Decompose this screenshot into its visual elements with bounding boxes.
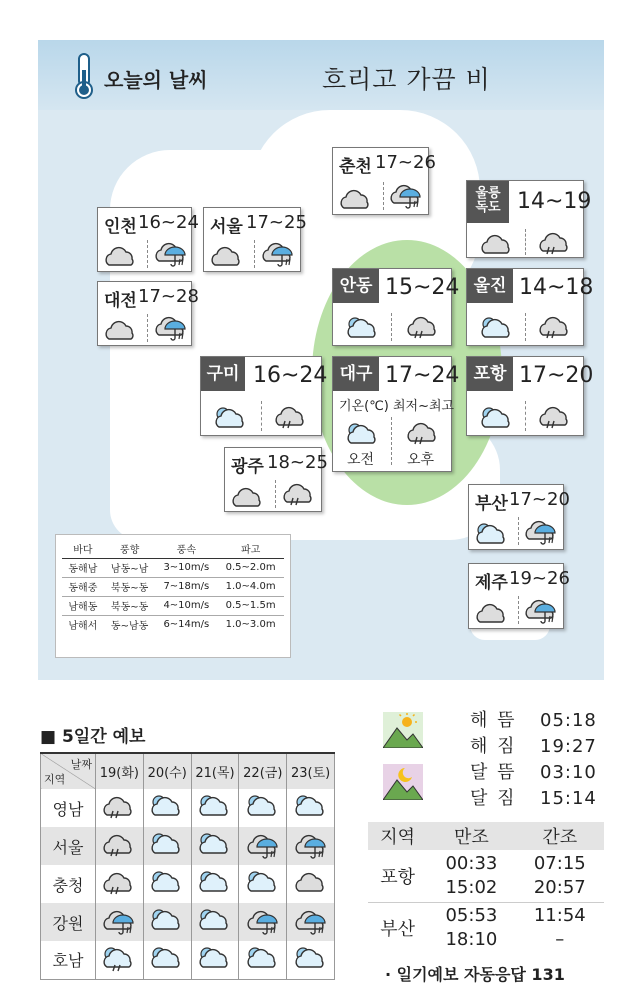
cloud-rain-icon [96,865,144,903]
moonset-label: 달 짐 [470,788,517,809]
sunrise-label: 해 뜸 [470,710,517,731]
forecast-row [41,941,335,979]
forecast-title: ■ 5일간 예보 [40,727,146,747]
moonrise-icon [383,764,423,804]
city-temp: 17~25 [246,212,307,233]
rain-umbrella-icon [287,903,335,941]
partly-cloudy-icon [191,903,239,941]
partly-cloudy-icon [239,865,287,903]
cloud-icon [230,482,266,512]
day-header: 19(화) [96,753,144,789]
divider [518,596,519,624]
city-name-badge: 대구 [333,357,379,391]
forecast-table-wrap [40,752,335,980]
divider [147,314,148,342]
cloud-rain-icon [405,417,441,447]
rain-umbrella-icon [260,237,296,267]
cloud-icon [103,241,139,271]
partly-cloudy-icon [143,903,191,941]
cloud-rain-icon [96,789,144,827]
city-card-jeju [468,563,570,629]
city-name-badge: 울진 [467,269,513,303]
partly-cloudy-icon [479,313,515,343]
city-card-busan [468,484,570,550]
cloud-icon [338,184,374,214]
weather-condition: 흐리고 가끔 비 [322,65,491,94]
sea-header: 파고 [217,539,284,558]
city-name-badge: 울릉독도 [467,181,509,223]
partly-cloudy-icon [239,789,287,827]
city-temp: 16~24 [138,212,199,233]
day-header: 22(금) [239,753,287,789]
moonrise-label: 달 뜸 [470,762,517,783]
region-label: 강원 [41,903,96,941]
forecast-corner-cell [41,753,96,789]
rain-umbrella-icon [239,827,287,865]
city-temp: 17~28 [138,286,199,307]
day-header: 20(수) [143,753,191,789]
legend-pm-label: 오후 [407,452,435,468]
city-name: 대전 [104,291,137,311]
city-card-incheon [97,207,199,272]
partly-cloudy-icon [287,941,335,979]
tide-header: 간조 [542,827,578,848]
tide-header: 지역 [380,827,416,848]
city-temp: 17~20 [509,489,570,510]
partly-cloudy-icon [143,941,191,979]
forecast-table [40,752,335,980]
cloud-icon [474,598,510,628]
cloud-icon [103,315,139,345]
tide-table [368,822,604,954]
city-name-badge: 안동 [333,269,379,303]
city-name-badge: 구미 [201,357,245,391]
legend-am-label: 오전 [347,452,375,468]
legend-temp-label: 기온(℃) 최저~최고 [339,399,455,414]
divider [525,229,526,255]
moonset-time: 15:14 [540,788,597,809]
sea-row: 동해중 북동~동 7~18m/s 1.0~4.0m [62,577,284,596]
city-card-daegu [332,356,460,472]
city-name: 서울 [210,217,243,237]
city-temp: 17~24 [385,363,460,388]
rain-umbrella-icon [287,827,335,865]
city-name: 제주 [475,573,508,593]
city-temp: 16~24 [253,363,328,388]
rain-umbrella-icon [96,903,144,941]
corner-date-label: 날짜 [70,758,92,771]
divider [147,240,148,268]
city-card-ulleung [466,180,592,258]
rain-umbrella-icon [239,903,287,941]
partly-cloudy-icon [287,789,335,827]
partly-cloudy-icon [191,827,239,865]
cloud-rain-icon [537,401,573,431]
divider [391,313,392,341]
city-card-andong [332,268,460,346]
cloud-rain-icon [273,401,309,431]
footer-note: · 일기예보 자동응답 131 [385,965,565,984]
partly-cloudy-icon [191,865,239,903]
sunrise-time: 05:18 [540,710,597,731]
moonrise-time: 03:10 [540,762,597,783]
cloud-rain-icon [537,227,573,257]
partly-cloudy-icon [239,941,287,979]
partly-cloudy-icon [143,789,191,827]
divider [254,240,255,268]
partly-cloudy-icon [143,865,191,903]
rain-umbrella-icon [523,515,559,545]
divider [391,417,392,465]
divider [525,401,526,431]
partly-cloudy-icon [143,827,191,865]
forecast-row [41,865,335,903]
city-name-badge: 포항 [467,357,513,391]
tide-row: 부산 05:53 18:10 11:54 – [368,902,604,954]
city-name: 춘천 [339,157,372,177]
sea-header: 풍속 [155,539,217,558]
cloud-icon [479,229,515,259]
day-header: 23(토) [287,753,335,789]
corner-region-label: 지역 [44,773,66,786]
forecast-row [41,903,335,941]
tide-region: 포항 [380,866,416,888]
tide-header: 만조 [454,827,489,848]
cloud-rain-icon [281,478,317,508]
partly-cloudy-icon [345,419,381,449]
cloud-rain-icon [405,311,441,341]
city-temp: 18~25 [267,452,328,473]
rain-umbrella-icon [153,311,189,341]
divider [525,313,526,341]
partly-cloudy-icon [479,403,515,433]
sea-header: 바다 [62,539,104,558]
forecast-row [41,789,335,827]
cloud-rain-icon [537,311,573,341]
sea-row: 동해남 남동~남 3~10m/s 0.5~2.0m [62,558,284,577]
forecast-row [41,827,335,865]
city-card-pohang [466,356,594,436]
city-temp: 19~26 [509,568,570,589]
thermometer-icon [70,52,98,104]
rain-umbrella-icon [153,237,189,267]
region-label: 호남 [41,941,96,979]
region-label: 영남 [41,789,96,827]
sea-table [62,539,284,634]
partly-cloudy-icon [191,941,239,979]
city-temp: 17~20 [519,363,594,388]
city-name: 인천 [104,217,137,237]
city-card-daejeon [97,281,199,346]
city-card-chuncheon [332,147,436,215]
sea-row: 남해서 동~남동 6~14m/s 1.0~3.0m [68,619,276,633]
divider [275,480,276,508]
rain-umbrella-icon [523,594,559,624]
sun-moon-times [540,708,597,812]
city-name: 광주 [231,457,264,477]
tide-region: 부산 [380,919,416,941]
sunset-label: 해 짐 [470,736,517,757]
divider [383,182,384,210]
divider [518,517,519,545]
day-header: 21(목) [191,753,239,789]
city-card-gwangju [224,447,328,512]
cloud-icon [287,865,335,903]
city-temp: 15~24 [385,275,460,300]
sea-header: 풍향 [104,539,156,558]
city-temp: 14~18 [519,275,594,300]
page-title: 오늘의 날씨 [104,68,208,92]
partly-cloudy-icon [213,403,249,433]
partly-cloudy-icon [474,519,510,549]
divider [261,401,262,431]
city-name: 부산 [475,494,508,514]
tide-row: 포항 00:33 15:02 07:15 20:57 [368,850,604,902]
city-card-seoul [203,207,307,272]
sunrise-icon [383,712,423,752]
sea-conditions-box [55,534,291,658]
city-temp: 14~19 [517,189,592,214]
sun-moon-labels [470,708,517,812]
rain-umbrella-icon [388,179,424,209]
partly-cloudy-rain-icon [96,941,144,979]
partly-cloudy-icon [345,313,381,343]
partly-cloudy-icon [191,789,239,827]
city-temp: 17~26 [375,152,436,173]
sunset-time: 19:27 [540,736,597,757]
cloud-rain-icon [96,827,144,865]
sea-row: 남해동 북동~동 4~10m/s 0.5~1.5m [62,596,284,615]
city-card-uljin [466,268,594,346]
region-label: 충청 [41,865,96,903]
city-card-gumi [200,356,328,436]
cloud-icon [209,241,245,271]
region-label: 서울 [41,827,96,865]
